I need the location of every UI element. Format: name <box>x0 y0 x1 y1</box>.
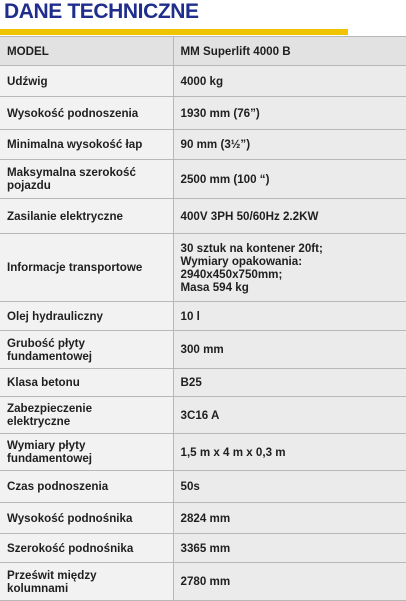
row-value: 1930 mm (76”) <box>173 97 406 130</box>
row-value: 400V 3PH 50/60Hz 2.2KW <box>173 199 406 234</box>
row-label: Grubość płyty fundamentowej <box>0 331 173 369</box>
row-value: 3365 mm <box>173 534 406 563</box>
table-row <box>0 331 406 369</box>
title-underline <box>0 29 348 35</box>
row-value: B25 <box>173 369 406 397</box>
table-row <box>0 563 406 601</box>
row-label: Udźwig <box>0 66 173 97</box>
row-label: Wymiary płyty fundamentowej <box>0 434 173 471</box>
row-label: Klasa betonu <box>0 369 173 397</box>
table-row <box>0 160 406 199</box>
row-label: Czas podnoszenia <box>0 471 173 503</box>
table-row <box>0 234 406 302</box>
row-value: 3C16 A <box>173 397 406 434</box>
row-value: 1,5 m x 4 m x 0,3 m <box>173 434 406 471</box>
row-value: 300 mm <box>173 331 406 369</box>
row-label: Wysokość podnośnika <box>0 503 173 534</box>
row-value: 90 mm (3½”) <box>173 130 406 160</box>
table-row <box>0 397 406 434</box>
row-value: 30 sztuk na kontener 20ft; Wymiary opakowania: 2940x450x750mm; Masa 594 kg <box>173 234 406 302</box>
header <box>0 0 406 36</box>
page-title: DANE TECHNICZNE <box>4 0 199 23</box>
row-label: Zabezpieczenie elektryczne <box>0 397 173 434</box>
row-label: Minimalna wysokość łap <box>0 130 173 160</box>
row-label: Maksymalna szerokość pojazdu <box>0 160 173 199</box>
row-value: 2780 mm <box>173 563 406 601</box>
row-label: Wysokość podnoszenia <box>0 97 173 130</box>
spec-table <box>0 36 406 601</box>
row-value: 2500 mm (100 “) <box>173 160 406 199</box>
table-row <box>0 199 406 234</box>
row-value: MM Superlift 4000 B <box>173 37 406 66</box>
table-row <box>0 471 406 503</box>
row-label: Szerokość podnośnika <box>0 534 173 563</box>
table-row <box>0 302 406 331</box>
row-value: 4000 kg <box>173 66 406 97</box>
row-label: MODEL <box>0 37 173 66</box>
row-label: Olej hydrauliczny <box>0 302 173 331</box>
table-row <box>0 66 406 97</box>
table-row <box>0 369 406 397</box>
row-label: Prześwit między kolumnami <box>0 563 173 601</box>
row-value: 50s <box>173 471 406 503</box>
row-label: Zasilanie elektryczne <box>0 199 173 234</box>
row-value: 10 l <box>173 302 406 331</box>
row-label: Informacje transportowe <box>0 234 173 302</box>
table-row <box>0 534 406 563</box>
table-row <box>0 434 406 471</box>
table-row <box>0 130 406 160</box>
table-row <box>0 37 406 66</box>
table-row <box>0 503 406 534</box>
row-value: 2824 mm <box>173 503 406 534</box>
table-row <box>0 97 406 130</box>
